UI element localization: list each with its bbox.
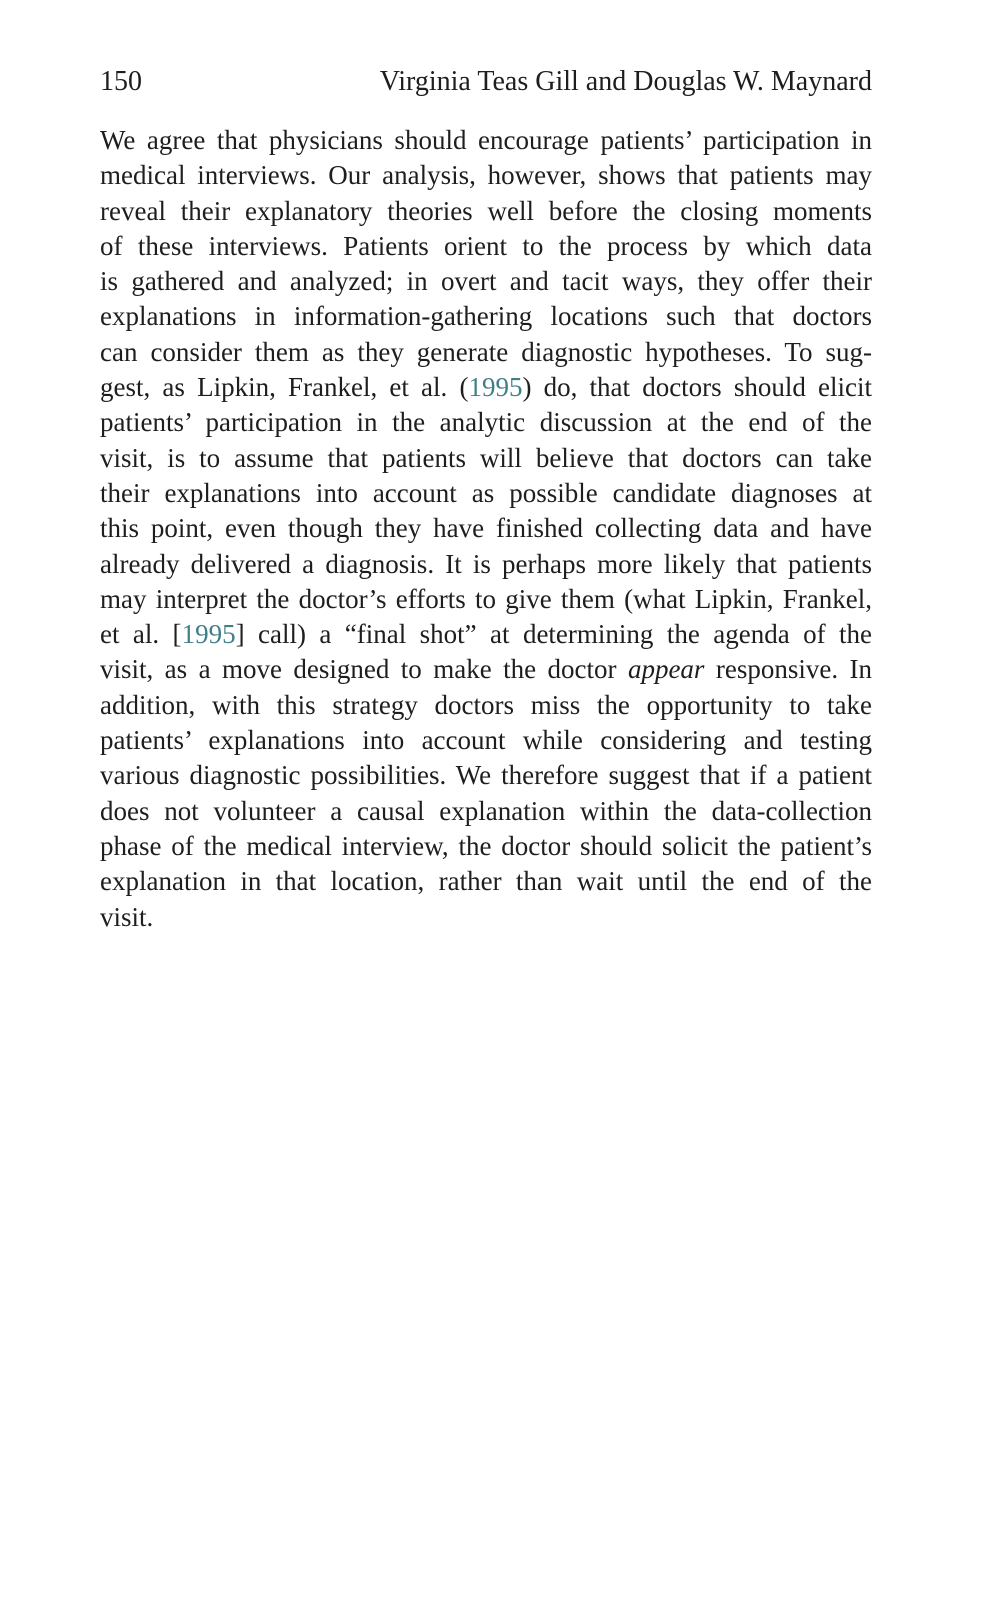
text-segment: gest, as Lipkin, Frankel, et al. ( <box>100 372 469 403</box>
text-line: reveal their explanatory theories well before the closing moments <box>100 195 872 226</box>
text-line: is gathered and analyzed; in overt and tacit ways, they offer their <box>100 266 872 297</box>
text-line: their explanations into account as possible candidate diagnoses at <box>100 477 872 508</box>
emphasis-text: appear <box>627 654 705 685</box>
text-line: visit, is to assume that patients will believe that doctors can take <box>100 442 872 473</box>
text-segment: et al. [ <box>100 619 182 650</box>
text-line: patients’ explanations into account while considering and testing <box>100 725 872 756</box>
text-line: various diagnostic possibilities. We therefore suggest that if a patient <box>100 760 872 791</box>
running-head <box>100 62 872 102</box>
text-line: of these interviews. Patients orient to the process by which data <box>100 230 872 261</box>
text-line <box>100 652 872 687</box>
text-line: patients’ participation in the analytic discussion at the end of the <box>100 407 872 438</box>
text-line: addition, with this strategy doctors miss the opportunity to take <box>100 689 872 720</box>
text-line: explanations in information-gathering locations such that doctors <box>100 301 872 332</box>
citation-link[interactable]: 1995 <box>468 372 523 403</box>
text-segment: ] call) a “final shot” at determining the agenda of the <box>235 619 872 650</box>
text-line: We agree that physicians should encourage patients’ participation in <box>100 125 872 155</box>
text-line: visit. <box>100 901 154 932</box>
page-number: 150 <box>100 66 142 97</box>
text-line: medical interviews. Our analysis, however, shows that patients may <box>100 160 872 191</box>
running-head-authors: Virginia Teas Gill and Douglas W. Maynard <box>379 66 872 97</box>
text-line: does not volunteer a causal explanation within the data-collection <box>100 795 872 826</box>
text-line: this point, even though they have finished collecting data and have <box>100 513 872 544</box>
text-line: phase of the medical interview, the doctor should solicit the patient’s <box>100 830 872 861</box>
text-line <box>100 617 872 652</box>
text-segment: ) do, that doctors should elicit <box>522 372 872 403</box>
text-line: explanation in that location, rather than wait until the end of the <box>100 866 872 897</box>
text-line: may interpret the doctor’s efforts to give them (what Lipkin, Frankel, <box>100 583 872 614</box>
body-paragraph <box>100 123 872 935</box>
citation-link[interactable]: 1995 <box>181 619 236 650</box>
text-segment: responsive. In <box>704 654 872 685</box>
text-line: already delivered a diagnosis. It is perhaps more likely that patients <box>100 548 872 579</box>
text-line <box>100 370 872 405</box>
text-line: can consider them as they generate diagnostic hypotheses. To sug- <box>100 336 872 367</box>
text-segment: visit, as a move designed to make the doctor <box>100 654 628 685</box>
